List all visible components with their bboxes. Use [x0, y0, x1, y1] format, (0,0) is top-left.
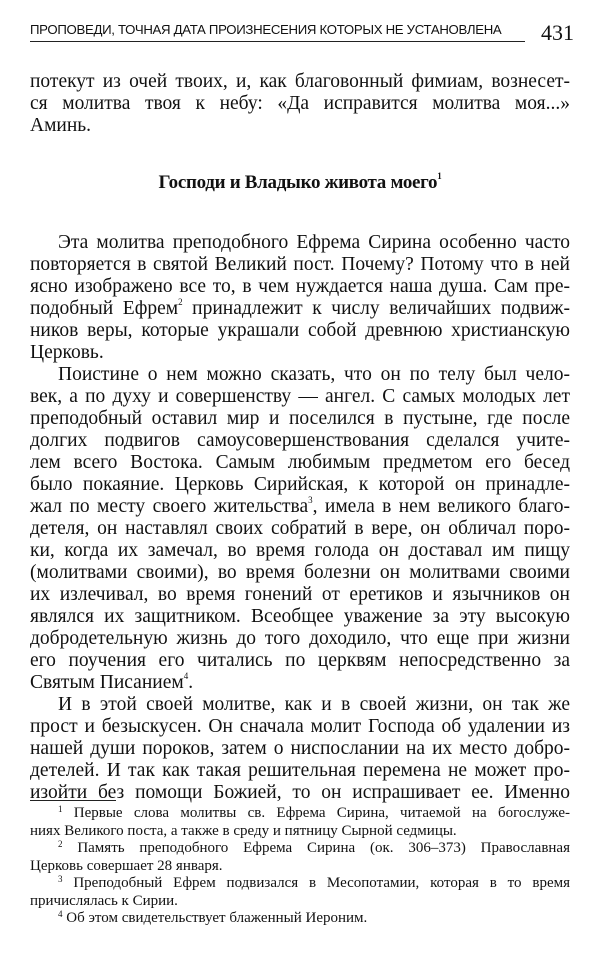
- text-line: Святым Писанием$^4$.: [30, 671, 194, 693]
- text-line: ся молитва твоя к небу: «Да исправится молитва моя...»: [30, 93, 570, 114]
- intro-paragraph: [30, 71, 570, 137]
- footnote-line: причислялась к Сирии.: [30, 892, 178, 909]
- page-number: 431: [541, 20, 574, 45]
- running-header: ПРОПОВЕДИ, ТОЧНАЯ ДАТА ПРОИЗНЕСЕНИЯ КОТОРЫХ НЕ УСТАНОВЛЕНА: [30, 22, 525, 42]
- body-text: [30, 232, 570, 804]
- footnote-ref: 1: [58, 804, 63, 814]
- footnote-line: $^3$ Преподобный Ефрем подвизался в Месопотамии, которая в то время: [58, 874, 570, 891]
- text-line: его поучения его читались по церквям непосредственно за: [30, 650, 570, 671]
- text-line: ясно изображено все то, в чем нуждается наша душа. Сам пре-: [30, 276, 570, 297]
- footnote-line: ниях Великого поста, а также в среду и пятницу Сырной седмицы.: [30, 822, 457, 839]
- footnote-ref: 1: [437, 171, 442, 181]
- footnote-ref: 2: [178, 297, 183, 307]
- section-heading: [0, 172, 600, 194]
- text-line: долгих подвигов самоусовершенствования сделался учите-: [30, 430, 570, 451]
- text-line: ки, когда их замечал, во время голода он доставал им пищу: [30, 540, 570, 561]
- text-line: И в этой своей молитве, как и в своей жизни, он так же: [58, 694, 570, 715]
- text-line: потекут из очей твоих, и, как благовонный фимиам, вознесет-: [30, 71, 570, 92]
- text-line: детелей. И так как такая решительная перемена не может про-: [30, 760, 570, 781]
- footnote-ref: 4: [58, 909, 63, 919]
- text-line: подобный Ефрем$^2$ принадлежит к числу величайших подвиж-: [30, 297, 570, 319]
- text-line: Аминь.: [30, 115, 92, 136]
- text-line: добродетельную жизнь до того доходило, что еще при жизни: [30, 628, 570, 649]
- footnote-line: $^1$ Первые слова молитвы св. Ефрема Сирина, читаемой на богослуже-: [58, 804, 570, 821]
- footnotes: [30, 805, 570, 928]
- text-line: лем всего Востока. Самым любимым предметом его бесед: [30, 452, 570, 473]
- heading-text: Господи и Владыко живота моего: [158, 172, 438, 193]
- text-line: повторяется в святой Великий пост. Почему? Потому что в ней: [30, 254, 570, 275]
- text-line: Поистине о нем можно сказать, что он по телу был чело-: [58, 364, 570, 385]
- text-line: (молитвами своими), во время болезни он молитвами своими: [30, 562, 570, 583]
- text-line: изойти без помощи Божией, то он испрашивает ее. Именно: [30, 782, 570, 803]
- text-line: прост и безыскусен. Он сначала молит Господа об удалении из: [30, 716, 570, 737]
- text-line: являлся их защитником. Всеобщее уважение за эту высокую: [30, 606, 570, 627]
- text-line: Эта молитва преподобного Ефрема Сирина особенно часто: [58, 232, 570, 253]
- text-line: детеля, он наставлял своих собратий в вере, он обличал поро-: [30, 518, 570, 539]
- footnote-line: $^2$ Память преподобного Ефрема Сирина (ок. 306–373) Православная: [58, 839, 570, 856]
- footnote-rule: [30, 800, 116, 801]
- text-line: было покаяние. Церковь Сирийская, к которой он принадле-: [30, 474, 570, 495]
- footnote-ref: 2: [58, 839, 63, 849]
- text-line: их излечивал, во время гонений от еретиков и язычников он: [30, 584, 570, 605]
- text-line: жал по месту своего жительства$^3$, имела в нем великого благо-: [30, 495, 570, 517]
- text-line: ников веры, которые украшали собой древнюю христианскую: [30, 320, 570, 341]
- footnote-line: Церковь совершает 28 января.: [30, 857, 223, 874]
- footnote-ref: 4: [183, 671, 189, 681]
- footnote-line: $^4$ Об этом свидетельствует блаженный Иероним.: [58, 909, 368, 926]
- text-line: век, а по духу и совершенству — ангел. С самых молодых лет: [30, 386, 570, 407]
- footnote-ref: 3: [308, 495, 313, 505]
- text-line: нашей души пороков, затем о ниспослании на их место добро-: [30, 738, 570, 759]
- text-line: преподобный оставил мир и поселился в пустыне, где после: [30, 408, 570, 429]
- text-line: Церковь.: [30, 342, 104, 363]
- footnote-ref: 3: [58, 874, 63, 884]
